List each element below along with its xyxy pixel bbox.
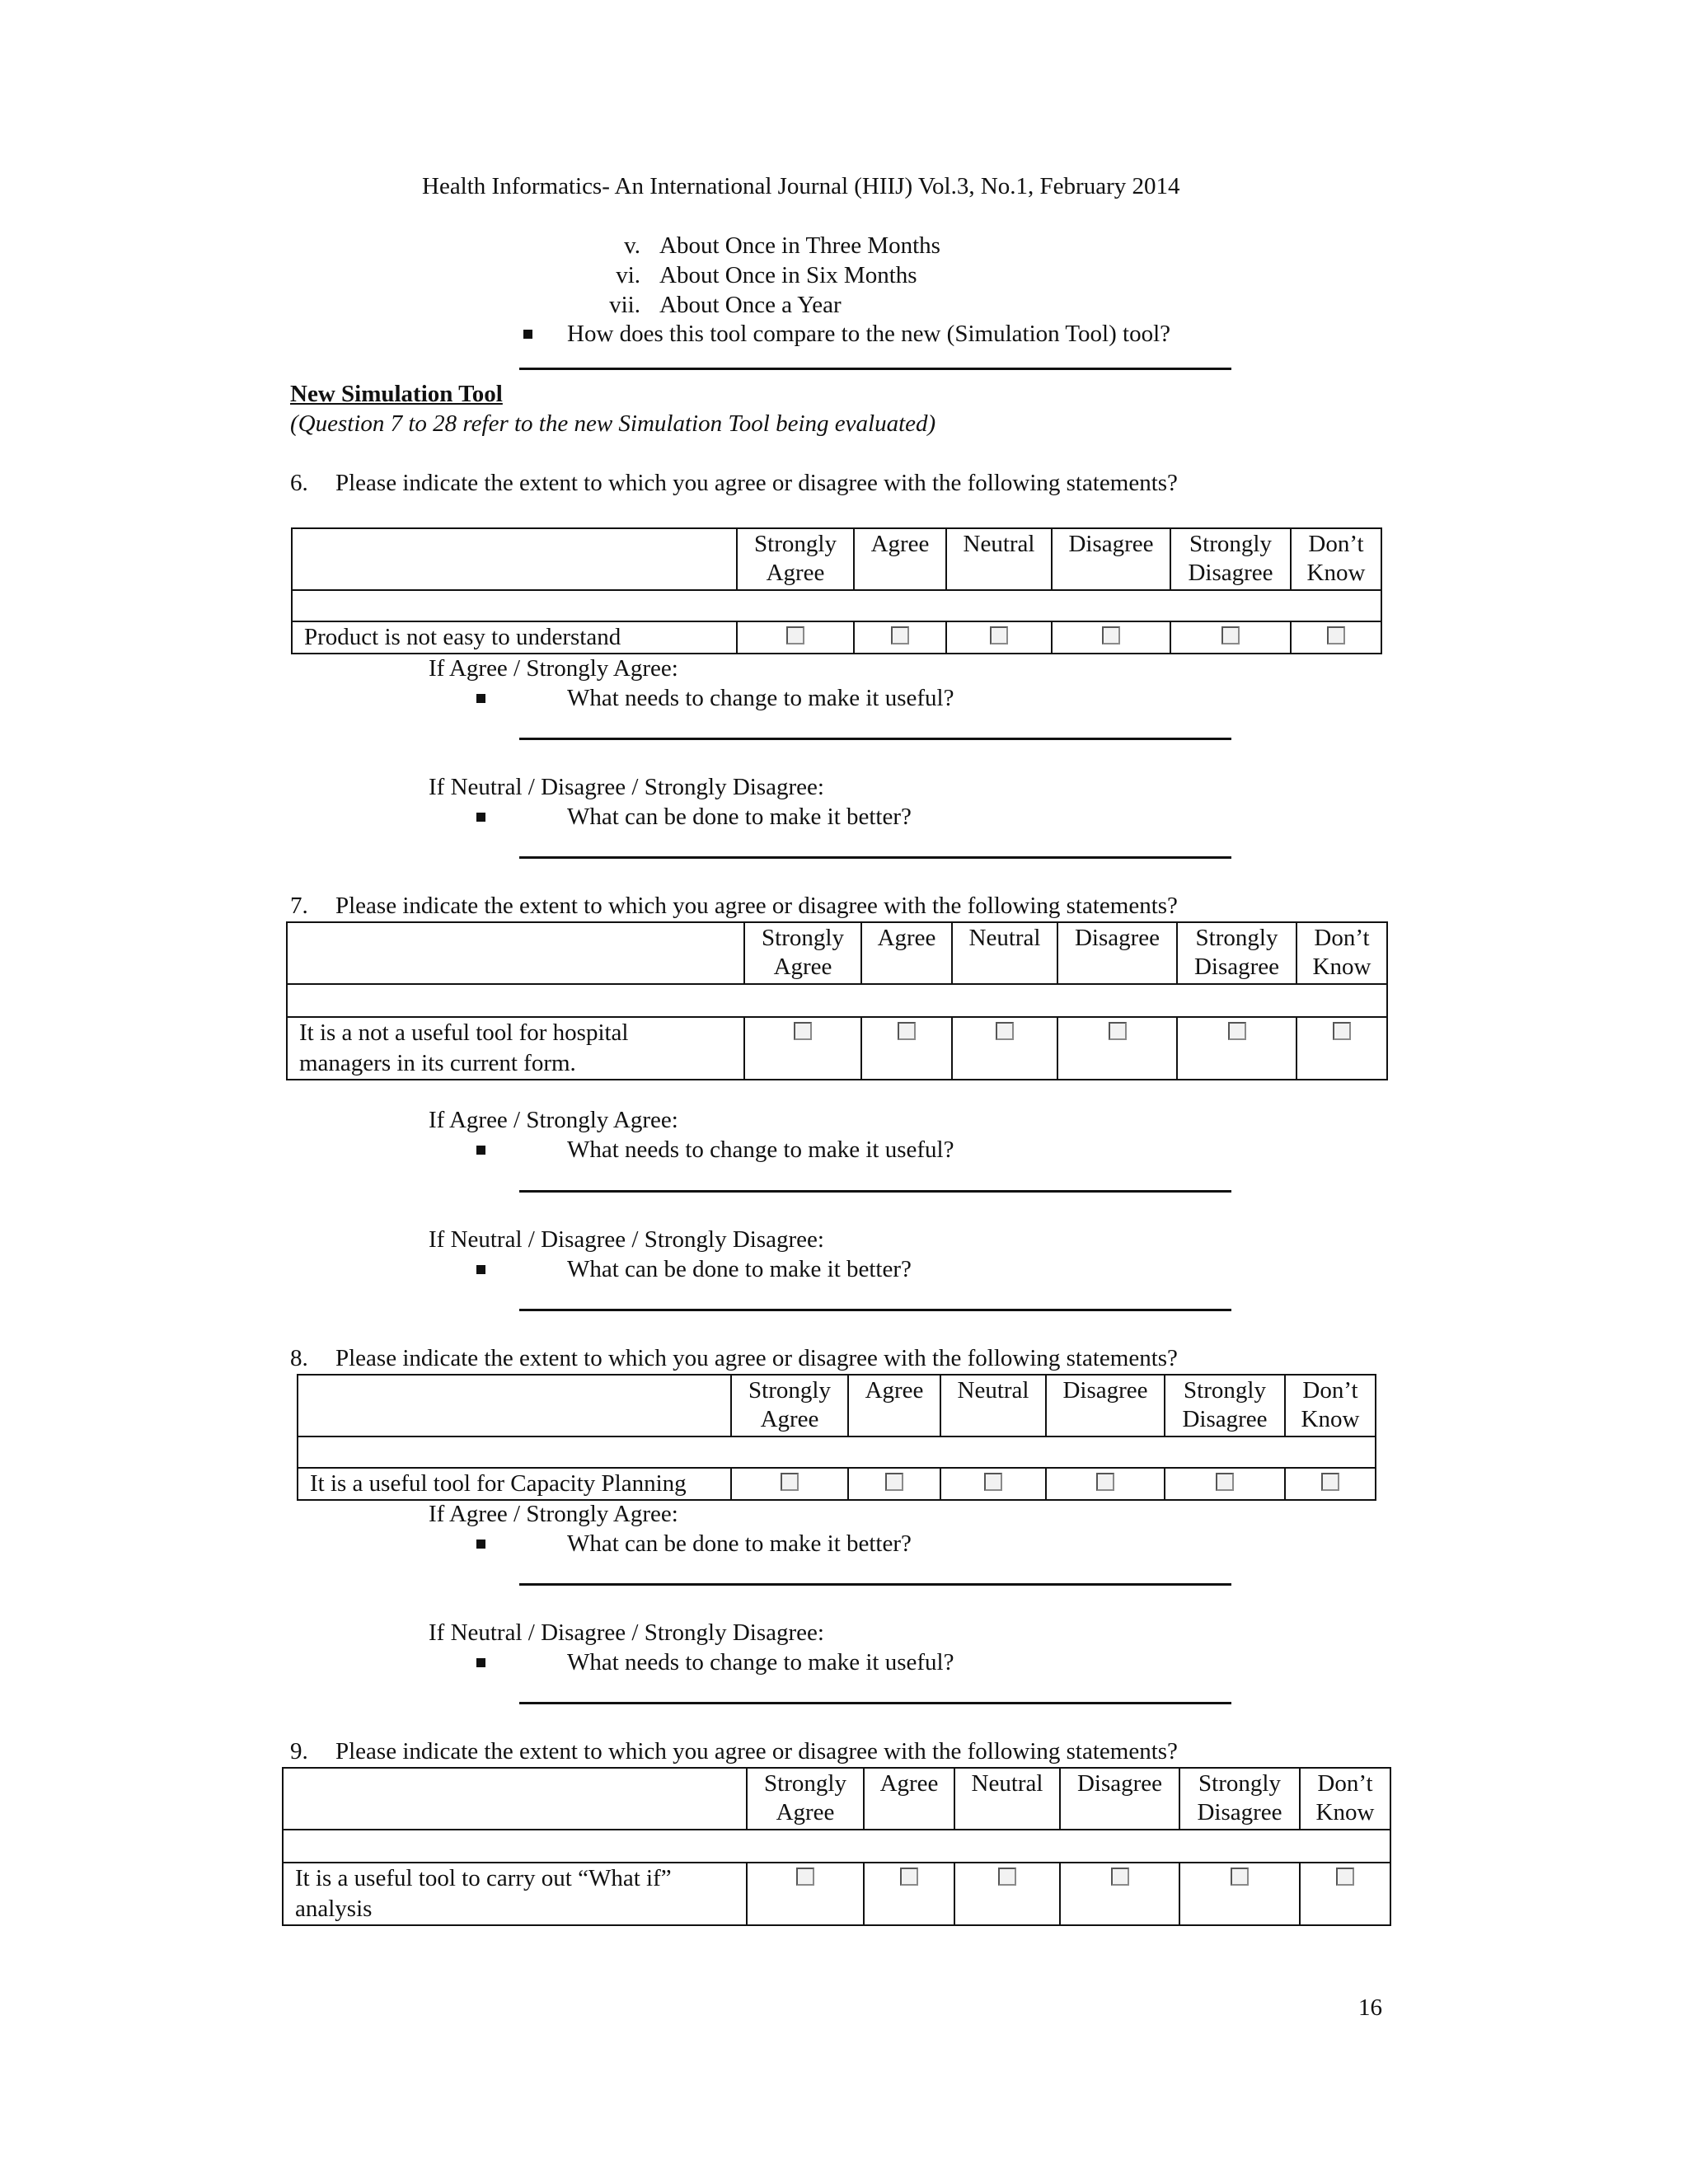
compare-question: How does this tool compare to the new (Simulation Tool) tool? [567,321,1170,347]
option-text: About Once in Three Months [659,232,940,259]
answer-line[interactable] [519,1583,1231,1586]
question-number: 7. [290,893,308,919]
likert-table [282,1767,1391,1926]
option-text: About Once in Six Months [659,262,917,288]
header-blank [298,1375,731,1436]
header-disagree: Disagree [1052,528,1170,590]
checkbox-agree[interactable] [885,1473,903,1491]
followup-question: What can be done to make it better? [567,1256,912,1282]
question-prompt: Please indicate the extent to which you agree or disagree with the following statements? [335,470,1178,496]
statement-cell: It is a useful tool for Capacity Planning [298,1468,731,1500]
header-strongly-agree: Strongly Agree [731,1375,848,1436]
header-disagree: Disagree [1057,922,1177,984]
header-neutral: Neutral [952,922,1057,984]
checkbox-strongly-disagree[interactable] [1221,626,1240,644]
answer-line[interactable] [519,856,1231,859]
header-neutral: Neutral [940,1375,1046,1436]
section-title: New Simulation Tool [290,381,503,407]
header-dont-know: Don’t Know [1291,528,1381,590]
checkbox-strongly-agree[interactable] [781,1473,799,1491]
followup-question: What needs to change to make it useful? [567,1137,954,1163]
followup-condition: If Neutral / Disagree / Strongly Disagree: [429,774,824,800]
header-disagree: Disagree [1046,1375,1165,1436]
header-disagree: Disagree [1060,1768,1179,1830]
header-agree: Agree [861,922,952,984]
header-blank [287,922,744,984]
option-text: About Once a Year [659,292,842,318]
header-neutral: Neutral [946,528,1052,590]
page-number: 16 [1358,1994,1382,2021]
followup-condition: If Agree / Strongly Agree: [429,655,678,682]
question-number: 8. [290,1345,308,1371]
followup-question: What can be done to make it better? [567,804,912,830]
answer-line[interactable] [519,1309,1231,1311]
header-strongly-disagree: Strongly Disagree [1165,1375,1285,1436]
bullet-icon [476,1540,485,1549]
header-strongly-disagree: Strongly Disagree [1177,922,1296,984]
option-numeral: vii. [609,292,640,318]
header-dont-know: Don’t Know [1285,1375,1376,1436]
spacer-row [283,1830,1390,1863]
followup-question: What needs to change to make it useful? [567,685,954,711]
bullet-icon [523,330,532,339]
checkbox-strongly-agree[interactable] [796,1868,814,1886]
followup-question: What needs to change to make it useful? [567,1649,954,1675]
checkbox-strongly-disagree[interactable] [1231,1868,1249,1886]
followup-condition: If Neutral / Disagree / Strongly Disagree: [429,1226,824,1253]
checkbox-agree[interactable] [891,626,909,644]
answer-line[interactable] [519,1702,1231,1704]
header-agree: Agree [848,1375,940,1436]
option-numeral: v. [624,232,640,259]
checkbox-dont-know[interactable] [1327,626,1345,644]
question-prompt: Please indicate the extent to which you agree or disagree with the following statements? [335,893,1178,919]
header-strongly-agree: Strongly Agree [744,922,861,984]
running-head: Health Informatics- An International Journal (HIIJ) Vol.3, No.1, February 2014 [422,173,1180,199]
checkbox-dont-know[interactable] [1333,1022,1351,1040]
header-agree: Agree [854,528,946,590]
checkbox-neutral[interactable] [984,1473,1002,1491]
answer-line[interactable] [519,738,1231,740]
header-strongly-disagree: Strongly Disagree [1170,528,1291,590]
header-strongly-agree: Strongly Agree [747,1768,864,1830]
followup-condition: If Agree / Strongly Agree: [429,1107,678,1133]
question-prompt: Please indicate the extent to which you agree or disagree with the following statements? [335,1345,1178,1371]
header-strongly-agree: Strongly Agree [737,528,854,590]
checkbox-agree[interactable] [898,1022,916,1040]
bullet-icon [476,1265,485,1274]
likert-table [286,921,1388,1080]
checkbox-disagree[interactable] [1111,1868,1129,1886]
statement-cell: It is a useful tool to carry out “What if” analysis [283,1863,747,1925]
bullet-icon [476,1146,485,1155]
followup-condition: If Agree / Strongly Agree: [429,1501,678,1527]
section-subtitle: (Question 7 to 28 refer to the new Simulation Tool being evaluated) [290,410,936,437]
answer-line[interactable] [519,1190,1231,1193]
spacer-row [298,1436,1376,1468]
header-strongly-disagree: Strongly Disagree [1179,1768,1300,1830]
question-number: 9. [290,1738,308,1765]
header-blank [283,1768,747,1830]
spacer-row [287,984,1387,1017]
checkbox-strongly-disagree[interactable] [1228,1022,1246,1040]
bullet-icon [476,1658,485,1667]
header-agree: Agree [864,1768,954,1830]
header-dont-know: Don’t Know [1296,922,1387,984]
header-neutral: Neutral [954,1768,1060,1830]
checkbox-neutral[interactable] [990,626,1008,644]
checkbox-disagree[interactable] [1096,1473,1114,1491]
checkbox-neutral[interactable] [996,1022,1014,1040]
spacer-row [292,590,1381,621]
checkbox-dont-know[interactable] [1336,1868,1354,1886]
header-dont-know: Don’t Know [1300,1768,1390,1830]
checkbox-dont-know[interactable] [1321,1473,1339,1491]
answer-line[interactable] [519,368,1231,370]
option-numeral: vi. [616,262,640,288]
checkbox-strongly-agree[interactable] [786,626,804,644]
likert-table [297,1374,1376,1501]
checkbox-neutral[interactable] [998,1868,1016,1886]
likert-table [291,527,1382,654]
bullet-icon [476,813,485,822]
followup-question: What can be done to make it better? [567,1530,912,1557]
question-prompt: Please indicate the extent to which you agree or disagree with the following statements? [335,1738,1178,1765]
bullet-icon [476,694,485,703]
checkbox-strongly-agree[interactable] [794,1022,812,1040]
statement-cell: It is a not a useful tool for hospital managers in its current form. [287,1017,744,1080]
checkbox-disagree[interactable] [1109,1022,1127,1040]
statement-cell: Product is not easy to understand [292,621,737,654]
question-number: 6. [290,470,308,496]
checkbox-agree[interactable] [900,1868,918,1886]
followup-condition: If Neutral / Disagree / Strongly Disagree: [429,1619,824,1646]
checkbox-strongly-disagree[interactable] [1216,1473,1234,1491]
header-blank [292,528,737,590]
checkbox-disagree[interactable] [1102,626,1120,644]
